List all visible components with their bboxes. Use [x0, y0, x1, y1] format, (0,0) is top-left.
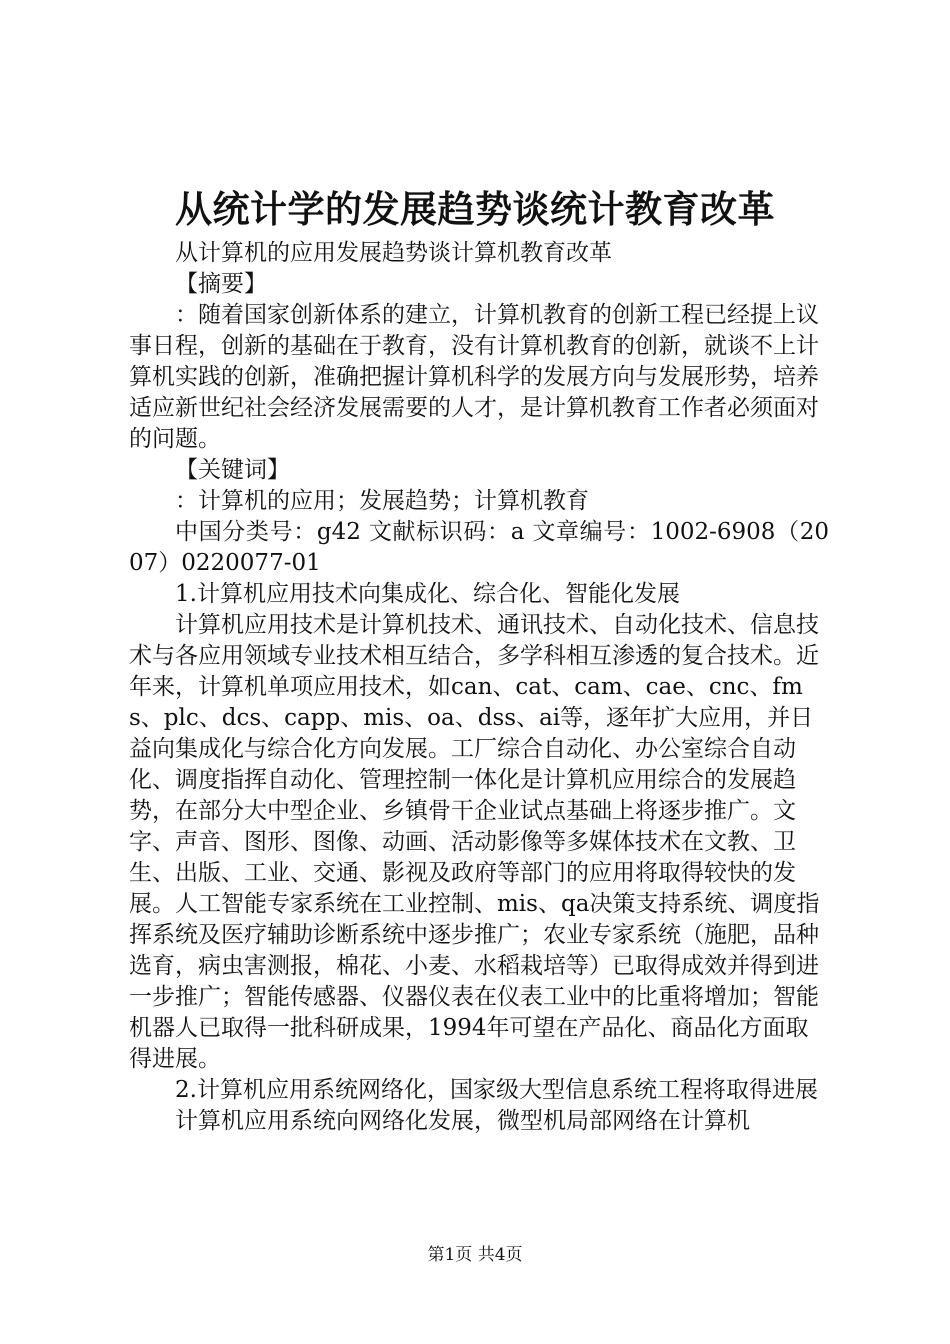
page-title: 从统计学的发展趋势谈统计教育改革: [175, 187, 775, 231]
abstract-heading: 【摘要】: [175, 271, 267, 297]
abstract-paragraph: ：随着国家创新体系的建立，计算机教育的创新工程已经提上议事日程，创新的基础在于教育，没有计算机教育的创新，就谈不上计算机实践的创新，准确把握计算机科学的发展方向与发展形势，培养适应新世纪社会经济发展需要的人才，是计算机教育工作者必须面对的问题。: [129, 302, 819, 452]
section-body-1: 计算机应用技术是计算机技术、通讯技术、自动化技术、信息技术与各应用领域专业技术相互结合，多学科相互渗透的复合技术。近年来，计算机单项应用技术，如can、cat、cam、cae、cnc、fms、plc、dcs、capp、mis、oa、dss、ai等，逐年扩大应用，并日益向集成化与综合化方向发展。工厂综合自动化、办公室综合自动化、调度指挥自动化、管理控制一体化是计算机应用综合的发展趋势，在部分大中型企业、乡镇骨干企业试点基础上将逐步推广。文字、声音、图形、图像、动画、活动影像等多媒体技术在文教、卫生、出版、工业、交通、影视及政府等部门的应用将取得较快的发展。人工智能专家系统在工业控制、mis、qa决策支持系统、调度指挥系统及医疗辅助诊断系统中逐步推广；农业专家系统（施肥，品种选育，病虫害测报，棉花、小麦、水稻栽培等）已取得成效并得到进一步推广；智能传感器、仪器仪表在仪表工业中的比重将增加；智能机器人已取得一批科研成果，1994年可望在产品化、商品化方面取得进展。: [129, 612, 820, 1072]
document-body: [129, 238, 829, 1137]
classification-paragraph: 中国分类号：g42 文献标识码：a 文章编号：1002-6908（2007）0220077-01: [129, 519, 829, 576]
section-body-2: 计算机应用系统向网络化发展，微型机局部网络在计算机: [175, 1108, 750, 1134]
subtitle-paragraph: 从计算机的应用发展趋势谈计算机教育改革: [175, 240, 612, 266]
section-heading-2: 2.计算机应用系统网络化，国家级大型信息系统工程将取得进展: [175, 1077, 818, 1103]
section-heading-1: 1.计算机应用技术向集成化、综合化、智能化发展: [175, 581, 680, 607]
page-footer: 第1页 共4页: [427, 1245, 523, 1265]
keywords-heading: 【关键词】: [175, 457, 290, 483]
keywords-paragraph: ：计算机的应用；发展趋势；计算机教育: [175, 488, 589, 514]
